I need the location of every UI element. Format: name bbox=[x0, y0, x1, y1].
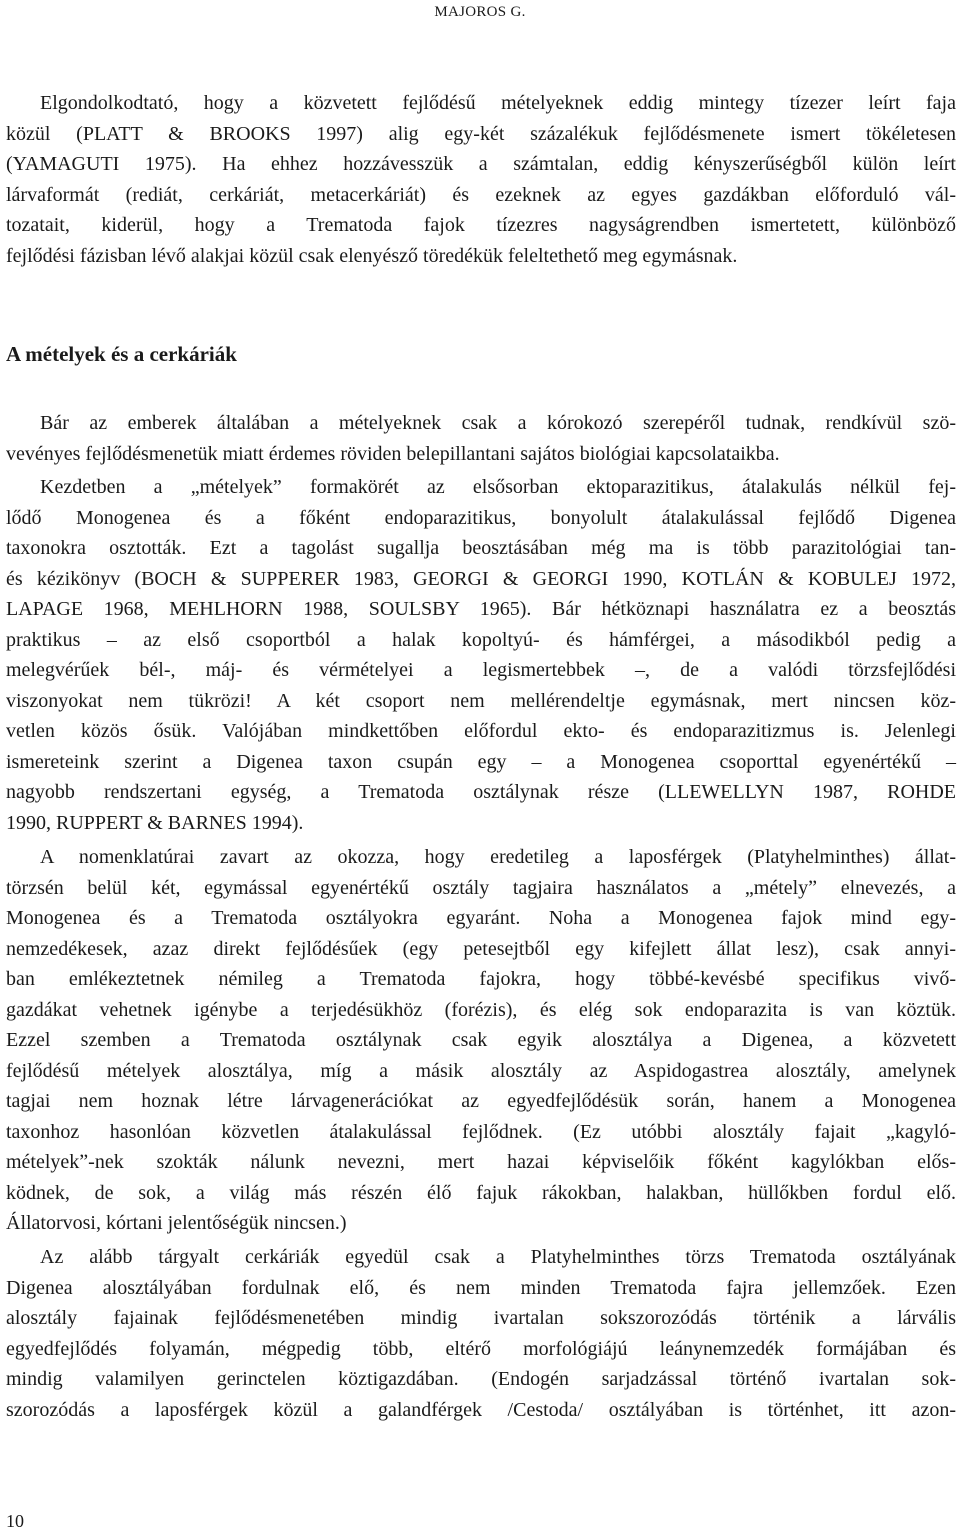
text-line: praktikus – az első csoportból a halak kopoltyú- és hámférgei, a másodikból pedig a bbox=[6, 628, 956, 651]
text-line: nagyobb rendszertani egység, a Trematoda osztálynak része (LLEWELLYN 1987, ROHDE bbox=[6, 781, 956, 803]
text-line: tozatait, kiderül, hogy a Trematoda fajok tízezres nagyságrendben ismertetett, különböző bbox=[6, 214, 956, 236]
text-line: nemzedékesek, azaz direkt fejlődésűek (egy petesejtből egy kifejlett állat lesz), csak annyi- bbox=[6, 937, 956, 960]
text-line: fejlődésű mételyek alosztálya, míg a másik alosztály az Aspidogastrea alosztály, amelynek bbox=[6, 1059, 956, 1082]
paragraph-3 bbox=[6, 842, 956, 1239]
text-line: A nomenklatúrai zavart az okozza, hogy eredetileg a laposférgek (Platyhelminthes) állat- bbox=[40, 846, 956, 868]
paragraph-2 bbox=[6, 472, 956, 838]
paragraph-1 bbox=[6, 408, 956, 469]
text-line: vevényes fejlődésmenetük miatt érdemes röviden belepillantani sajátos biológiai kapcsolataikba. bbox=[6, 442, 780, 465]
text-line: Digenea alosztályában fordulnak elő, és nem minden Trematoda fajra jellemzőek. Ezen bbox=[6, 1276, 956, 1299]
text-line: lődő Monogenea és a főként endoparazitikus, bonyolult átalakulással fejlődő Digenea bbox=[6, 506, 956, 529]
section-heading: A mételyek és a cerkáriák bbox=[6, 342, 237, 366]
text-line: közül (PLATT & BROOKS 1997) alig egy-két százalékuk fejlődésmenete ismert tökéletesen bbox=[6, 122, 956, 145]
text-line: lárvaformát (rediát, cerkáriát, metacerkáriát) és ezeknek az egyes gazdákban előforduló vál- bbox=[6, 183, 956, 206]
text-line: mindig valamilyen gerinctelen köztigazdában. (Endogén sarjadzással történő ivartalan sok- bbox=[6, 1368, 956, 1390]
text-line: és kézikönyv (BOCH & SUPPERER 1983, GEORGI & GEORGI 1990, KOTLÁN & KOBULEJ 1972, bbox=[6, 567, 956, 590]
text-line: szorozódás a laposférgek közül a galandférgek /Cestoda/ osztályában is történhet, itt azon- bbox=[6, 1398, 956, 1421]
text-line: melegvérűek bél-, máj- és vérmételyei a legismertebbek –, de a valódi törzsfejlődési bbox=[6, 659, 956, 681]
text-line: vetlen közös ősük. Valójában mindkettőben előfordul ekto- és endoparazitizmus is. Jelenlegi bbox=[6, 720, 956, 742]
text-line: viszonyokat nem tükrözi! A két csoport nem mellérendeltje egymásnak, mert nincsen köz- bbox=[6, 689, 956, 712]
text-line: Ezzel szemben a Trematoda osztálynak csak egyik alosztálya a Digenea, a közvetett bbox=[6, 1029, 956, 1051]
text-line: mételyekˮ-nek szokták nálunk nevezni, mert hazai képviselőik főként kagylókban elős- bbox=[6, 1151, 956, 1173]
text-line: Monogenea és a Trematoda osztályokra egyaránt. Noha a Monogenea fajok mind egy- bbox=[6, 907, 956, 929]
text-line: törzsén belül két, egymással egyenértékű osztály tagjaira használatos a „mételyˮ elnevezés, a bbox=[6, 876, 956, 899]
running-head: MAJOROS G. bbox=[434, 4, 526, 20]
text-line: fejlődési fázisban lévő alakjai közül csak elenyésző töredékük feleltethető meg egymásnak. bbox=[6, 244, 738, 267]
text-line: ban emlékeztetnek némileg a Trematoda fajokra, hogy többé-kevésbé specifikus vivő- bbox=[6, 968, 956, 990]
text-line: ködnek, de sok, a világ más részén élő fajuk rákokban, halakban, hüllőkben fordul elő. bbox=[6, 1181, 956, 1204]
text-line: LAPAGE 1968, MEHLHORN 1988, SOULSBY 1965). Bár hétköznapi használatra ez a beosztás bbox=[6, 598, 956, 620]
text-line: Kezdetben a „mételyek” formakörét az elsősorban ektoparazitikus, átalakulás nélkül fej- bbox=[40, 476, 956, 498]
paragraph-4 bbox=[6, 1242, 956, 1425]
text-line: Az alább tárgyalt cerkáriák egyedül csak a Platyhelminthes törzs Trematoda osztályának bbox=[40, 1246, 956, 1268]
page-number: 10 bbox=[6, 1511, 24, 1531]
text-line: tagjai nem hoznak létre lárvagenerációkat az egyedfejlődésük során, hanem a Monogenea bbox=[6, 1090, 956, 1112]
text-line: Elgondolkodtató, hogy a közvetett fejlődésű mételyeknek eddig mintegy tízezer leírt faja bbox=[40, 92, 956, 114]
text-line: gazdákat vehetnek igénybe a terjedésükhöz (forézis), és elég sok endoparazita is van köztük. bbox=[6, 998, 956, 1021]
text-line: Bár az emberek általában a mételyeknek csak a kórokozó szerepéről tudnak, rendkívül szö- bbox=[40, 412, 956, 434]
text-line: ismereteink szerint a Digenea taxon csupán egy – a Monogenea csoporttal egyenértékű – bbox=[6, 750, 956, 773]
intro-paragraph bbox=[6, 88, 956, 271]
text-line: Állatorvosi, kórtani jelentőségük nincsen.) bbox=[6, 1212, 347, 1234]
text-line: egyedfejlődés folyamán, mégpedig több, eltérő morfológiájú leánynemzedék formájában és bbox=[6, 1337, 956, 1360]
text-line: (YAMAGUTI 1975). Ha ehhez hozzávesszük a számtalan, eddig kényszerűségből külön leírt bbox=[6, 153, 956, 175]
text-line: taxonhoz hasonlóan közvetlen átalakulással fejlődnek. (Ez utóbbi alosztály fajait „kagyló- bbox=[6, 1120, 956, 1143]
text-line: 1990, RUPPERT & BARNES 1994). bbox=[6, 811, 304, 834]
text-line: alosztály fajainak fejlődésmenetében mindig ivartalan sokszorozódás történik a lárvális bbox=[6, 1307, 956, 1329]
text-line: taxonokra osztották. Ezt a tagolást sugallja beosztásában még ma is több parazitológiai tan- bbox=[6, 537, 956, 559]
